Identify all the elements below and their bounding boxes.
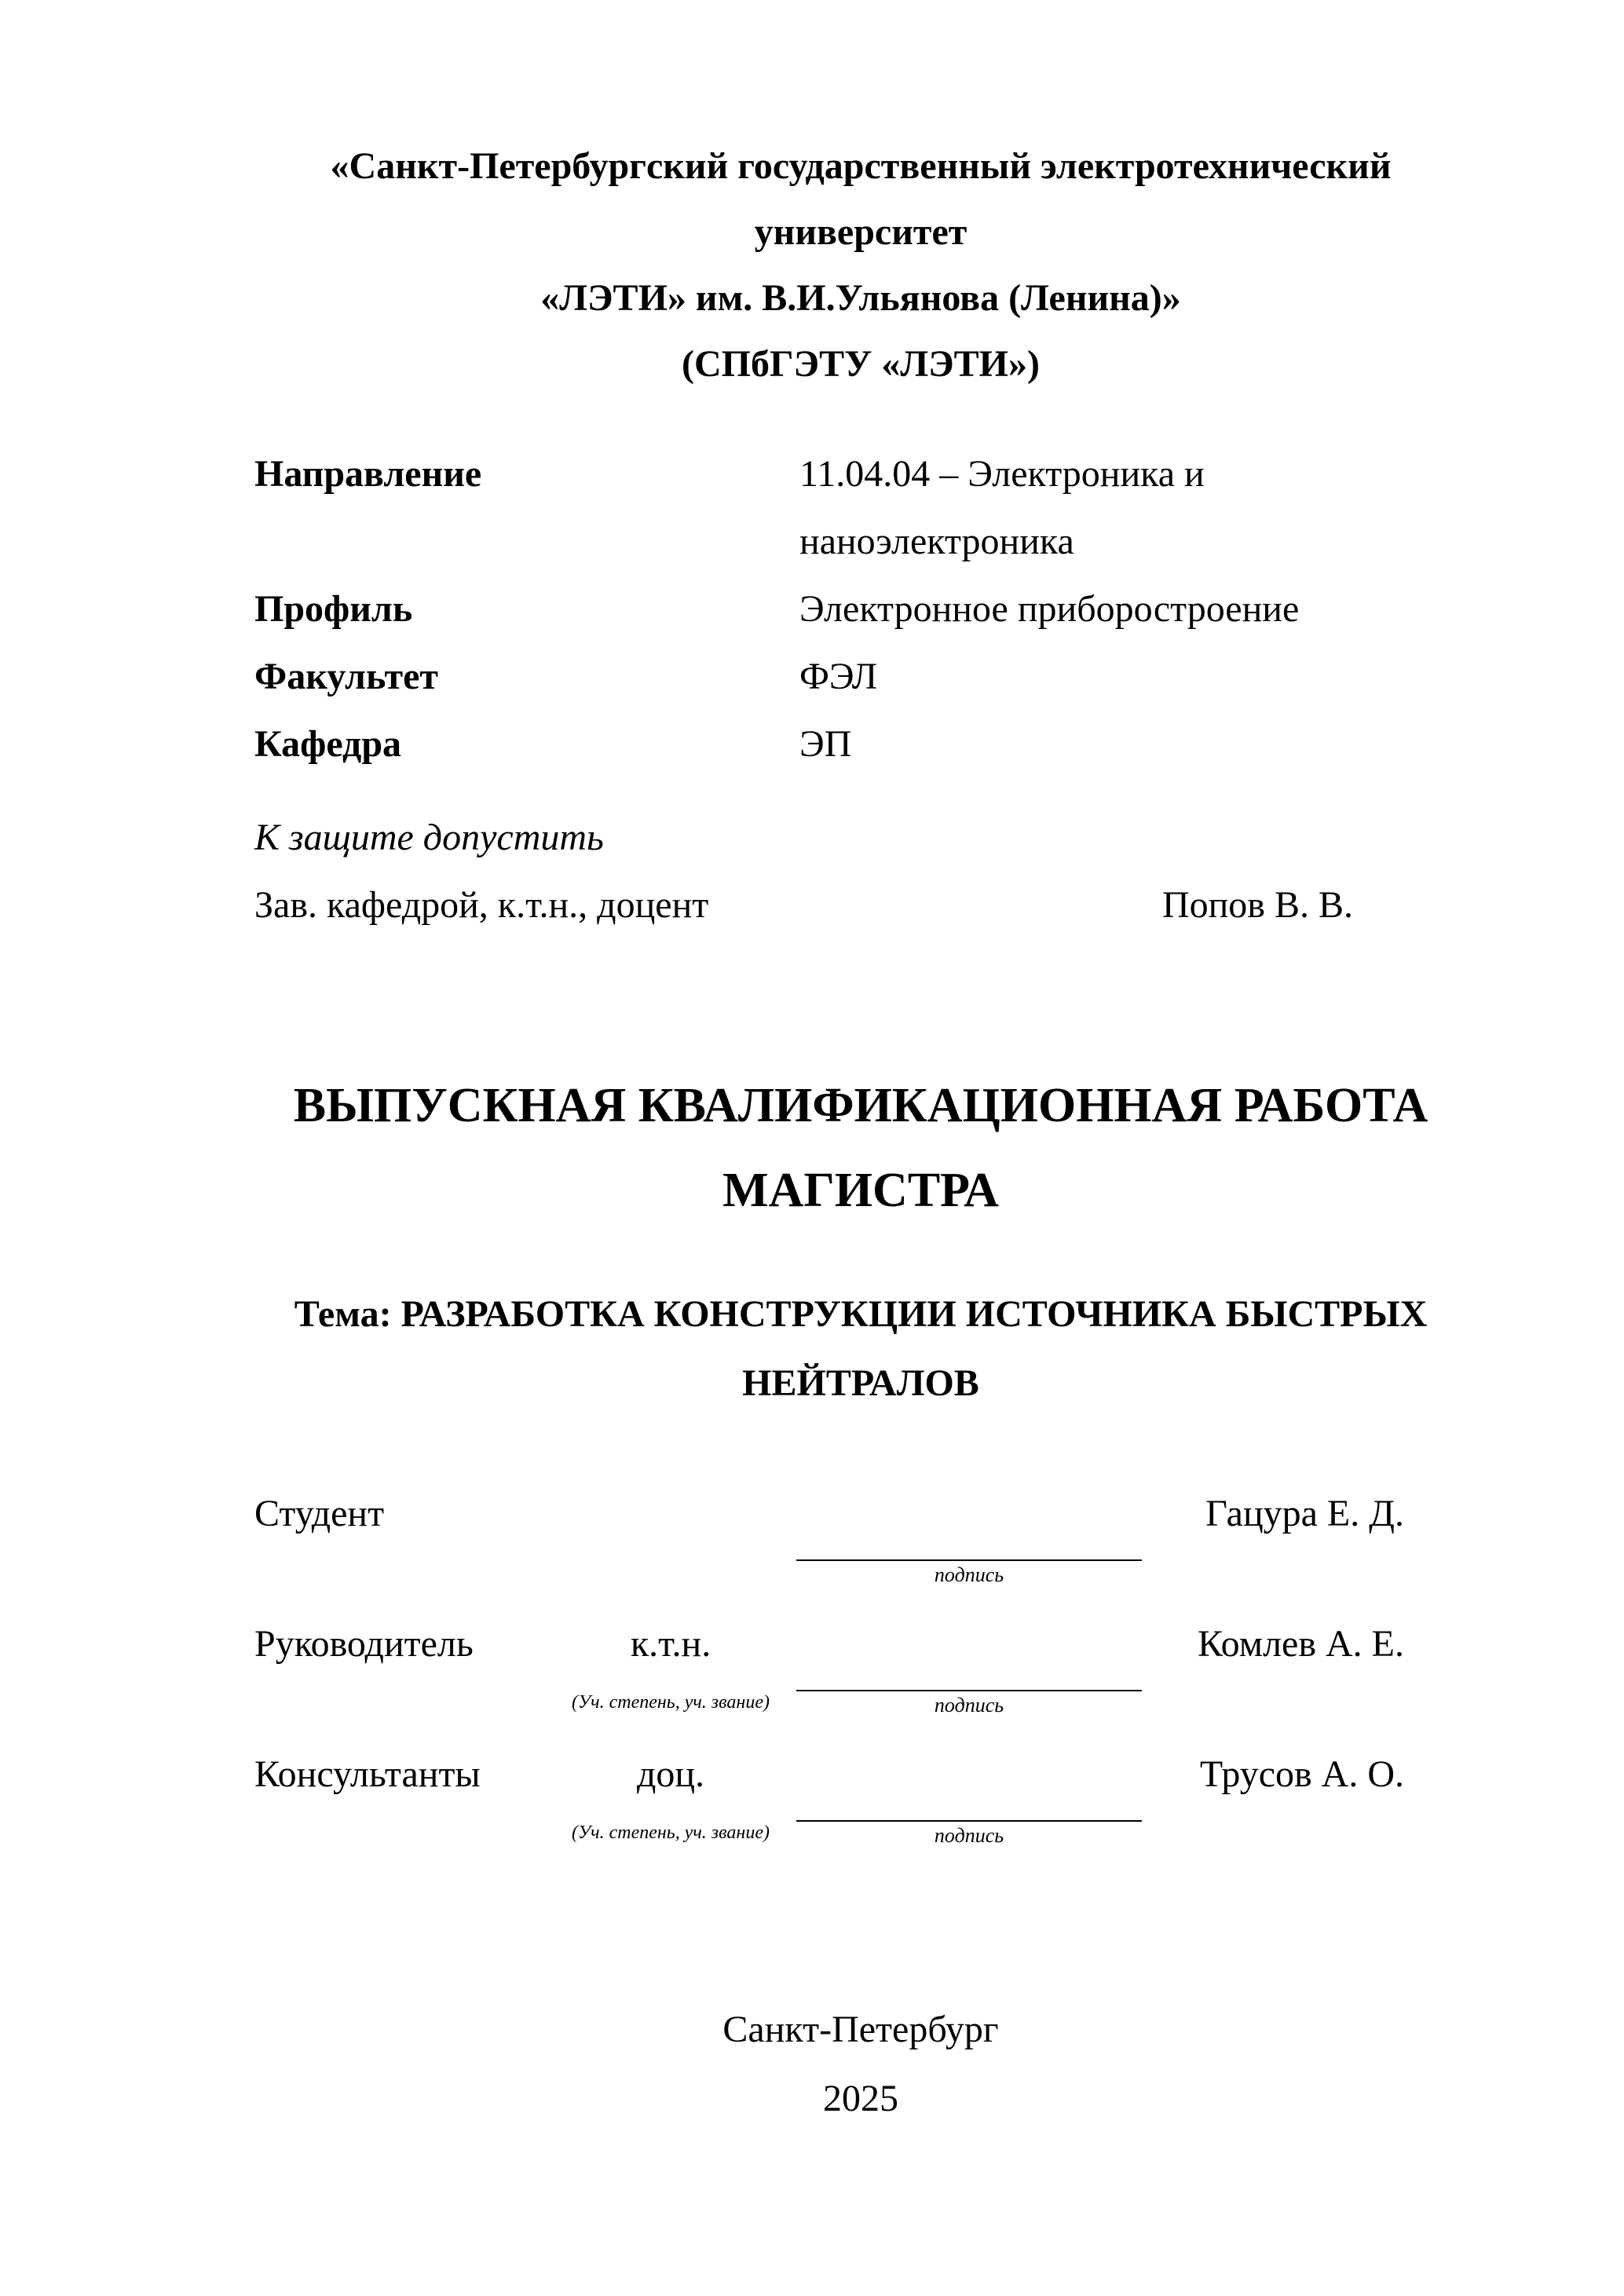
university-header bbox=[254, 133, 1467, 397]
signature-caption: подпись bbox=[934, 1694, 1004, 1717]
permit-line: К защите допустить bbox=[254, 817, 604, 858]
info-label-profile: Профиль bbox=[254, 588, 413, 630]
department-head-row bbox=[254, 872, 1467, 939]
department-head-name: Попов В. В. bbox=[1161, 884, 1353, 926]
sig-name: Комлев А. Е. bbox=[1198, 1623, 1404, 1665]
sig-name: Гацура Е. Д. bbox=[1205, 1493, 1404, 1534]
university-line-2: «ЛЭТИ» им. В.И.Ульянова (Ленина)» bbox=[540, 277, 1181, 319]
signature-line bbox=[796, 1490, 1142, 1561]
sig-degree-caption: (Уч. степень, уч. звание) bbox=[572, 1692, 770, 1713]
thesis-title bbox=[254, 1063, 1467, 1233]
signature-field bbox=[796, 1490, 1150, 1589]
sig-degree bbox=[545, 1621, 796, 1715]
department-head-label: Зав. кафедрой, к.т.н., доцент bbox=[254, 884, 709, 926]
signature-row-student bbox=[254, 1490, 1467, 1589]
sig-name: Трусов А. О. bbox=[1199, 1753, 1404, 1795]
info-value-department: ЭП bbox=[799, 723, 852, 765]
sig-degree-text: доц. bbox=[636, 1753, 705, 1795]
sig-role: Руководитель bbox=[254, 1623, 474, 1665]
info-row bbox=[254, 441, 1467, 576]
signature-caption: подпись bbox=[934, 1563, 1004, 1586]
info-row bbox=[254, 643, 1467, 711]
signature-row-supervisor bbox=[254, 1621, 1467, 1720]
university-line-3: (СПбГЭТУ «ЛЭТИ») bbox=[682, 343, 1040, 385]
sig-degree bbox=[545, 1751, 796, 1845]
thesis-title-line-2: МАГИСТРА bbox=[722, 1164, 999, 1217]
program-info bbox=[254, 441, 1467, 778]
thesis-title-line-1: ВЫПУСКНАЯ КВАЛИФИКАЦИОННАЯ РАБОТА bbox=[293, 1079, 1428, 1132]
sig-role: Консультанты bbox=[254, 1753, 481, 1795]
signature-row-consultant bbox=[254, 1751, 1467, 1850]
info-label-department: Кафедра bbox=[254, 723, 402, 765]
signature-line bbox=[796, 1621, 1142, 1691]
footer-city: Санкт-Петербург bbox=[722, 2009, 999, 2050]
thesis-theme: Тема: РАЗРАБОТКА КОНСТРУКЦИИ ИСТОЧНИКА БЫСТРЫХ НЕЙТРАЛОВ bbox=[294, 1293, 1428, 1404]
signatures-block bbox=[254, 1490, 1467, 1850]
signature-line bbox=[796, 1751, 1142, 1822]
info-label-direction: Направление bbox=[254, 453, 482, 495]
info-value-direction: 11.04.04 – Электроника и наноэлектроника bbox=[799, 453, 1205, 562]
sig-degree-text: к.т.н. bbox=[630, 1623, 711, 1665]
signature-field bbox=[796, 1621, 1150, 1720]
info-value-profile: Электронное приборостроение bbox=[799, 588, 1300, 630]
signature-field bbox=[796, 1751, 1150, 1850]
sig-degree-caption: (Уч. степень, уч. звание) bbox=[572, 1823, 770, 1843]
info-label-faculty: Факультет bbox=[254, 656, 438, 697]
signature-caption: подпись bbox=[934, 1824, 1004, 1847]
sig-role: Студент bbox=[254, 1493, 385, 1534]
footer-year: 2025 bbox=[823, 2078, 898, 2119]
info-value-faculty: ФЭЛ bbox=[799, 656, 878, 697]
university-line-1: «Санкт-Петербургский государственный электротехнический университет bbox=[330, 145, 1392, 253]
info-row bbox=[254, 711, 1467, 778]
info-row bbox=[254, 576, 1467, 643]
footer bbox=[254, 1995, 1467, 2133]
